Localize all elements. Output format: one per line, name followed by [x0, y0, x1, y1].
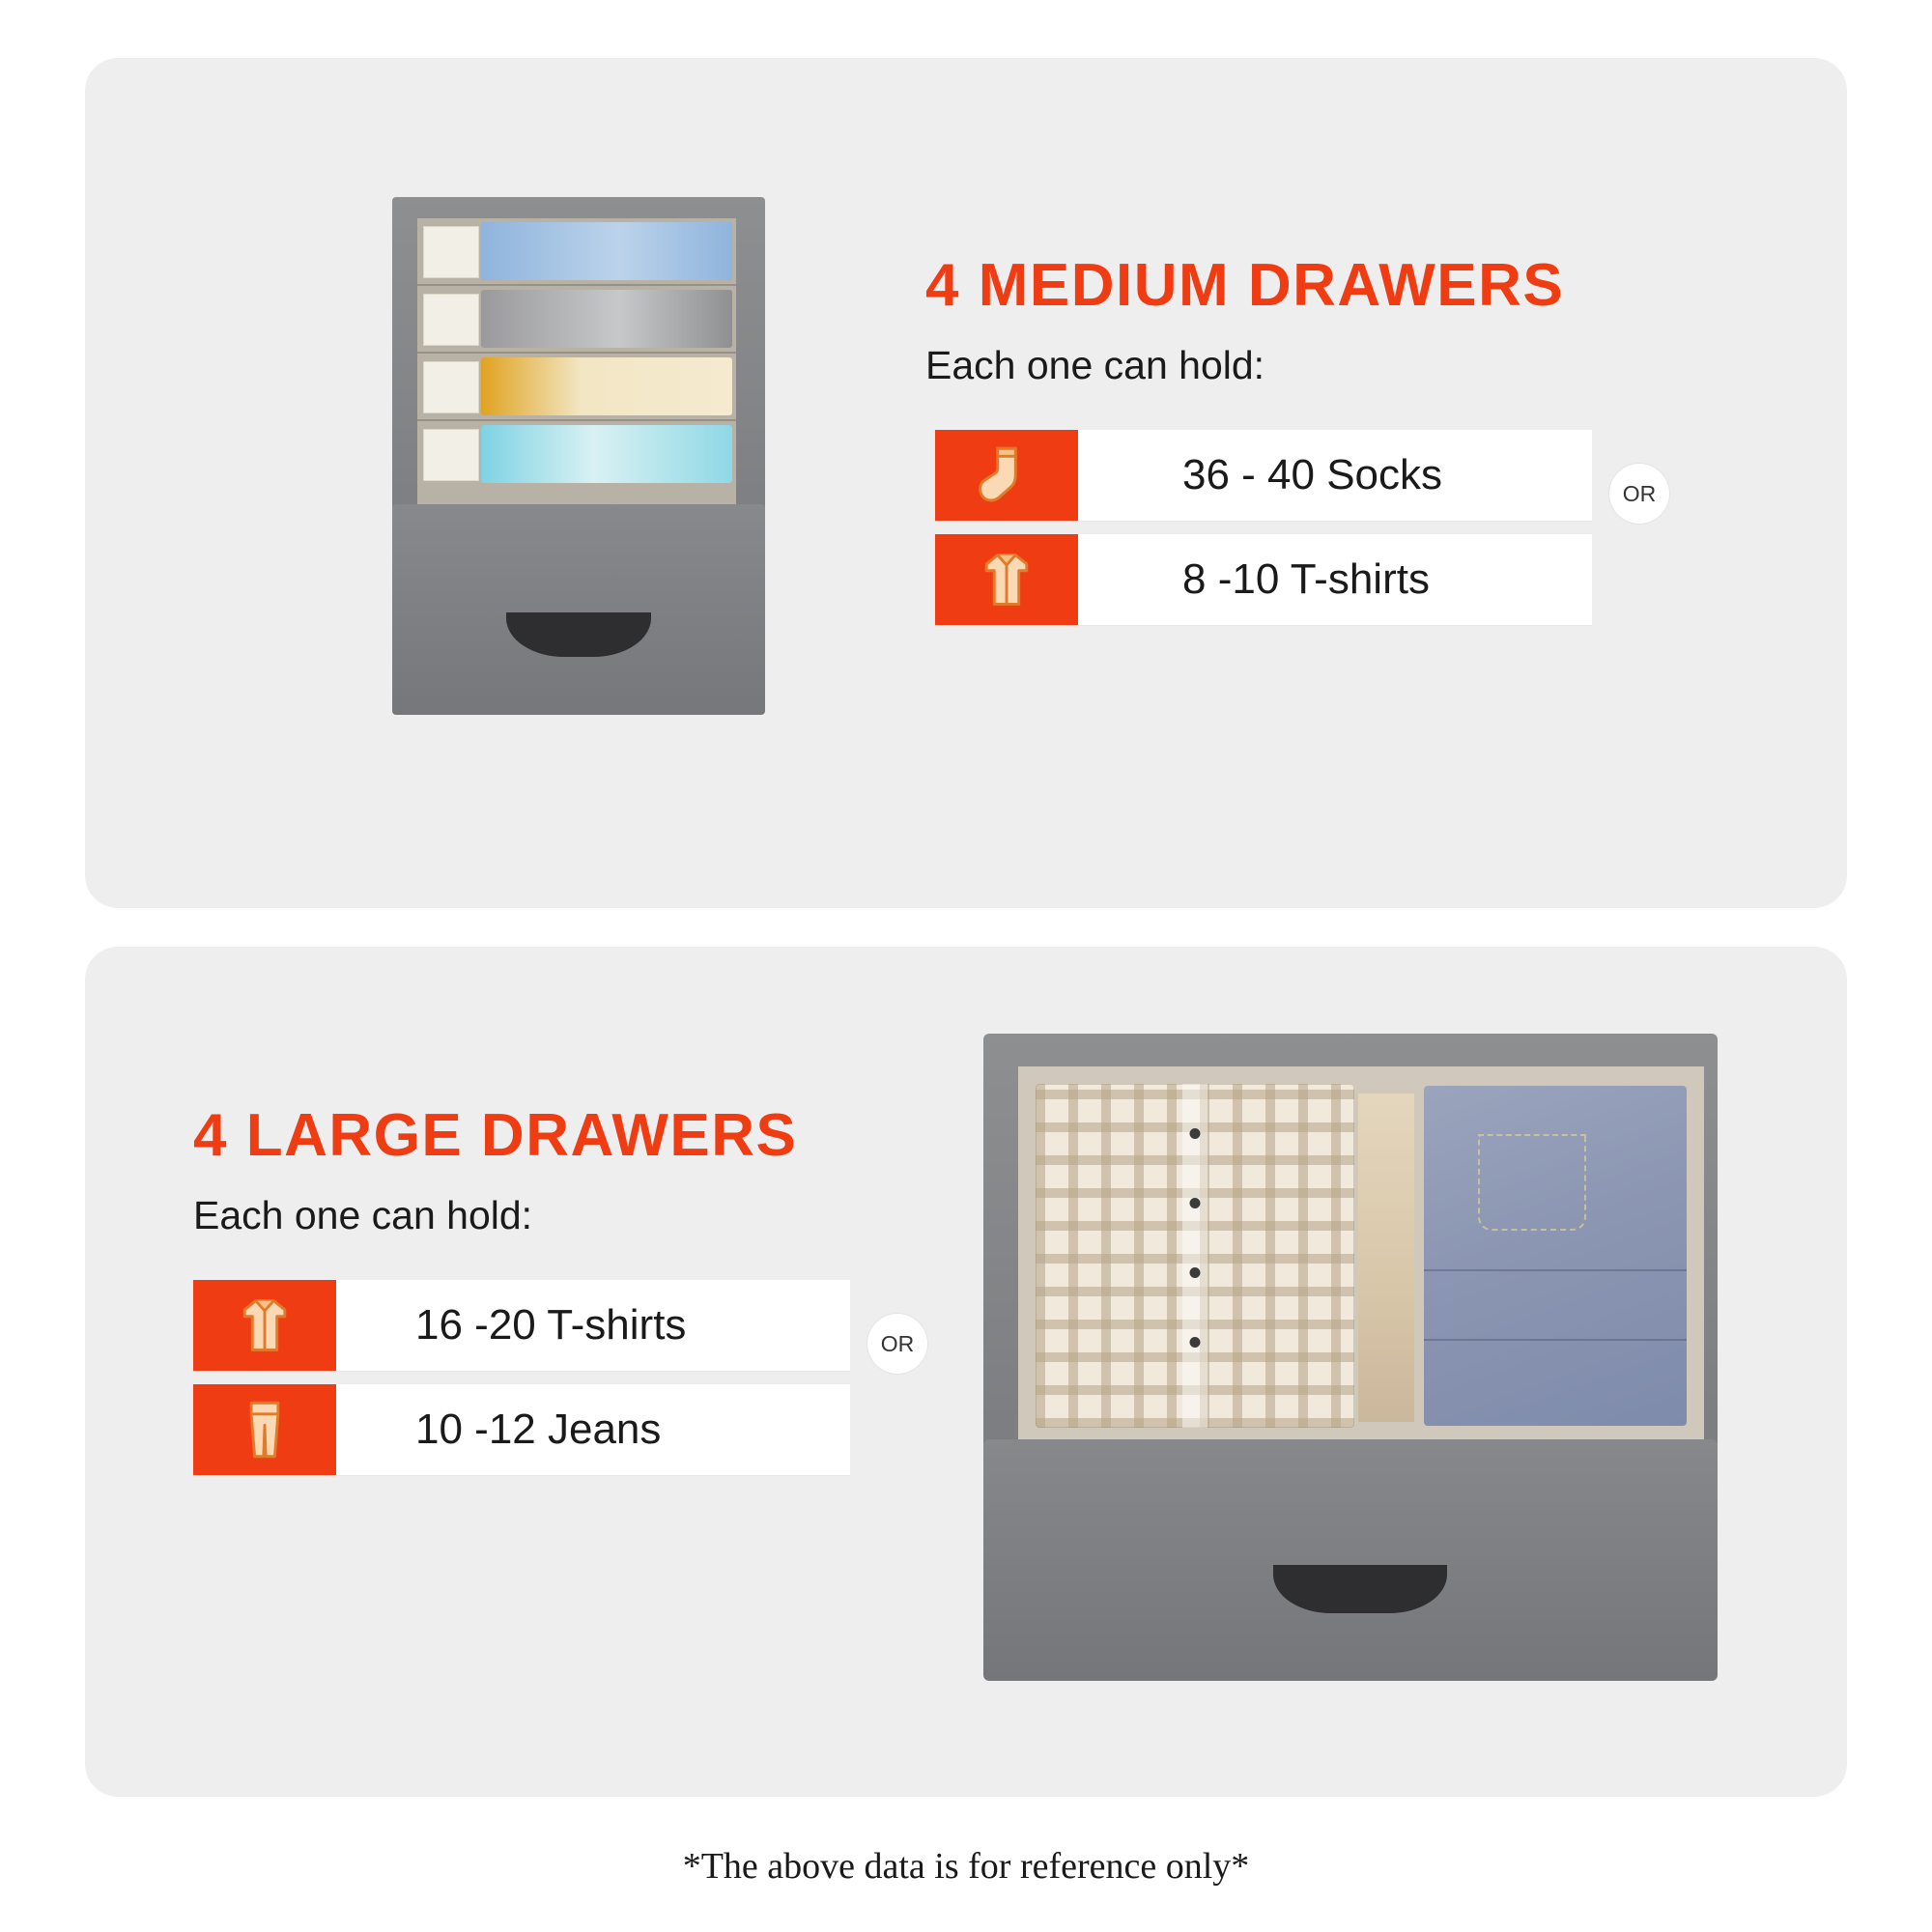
medium-section-subtitle: Each one can hold:	[925, 343, 1265, 387]
medium-drawer-photo	[375, 182, 781, 703]
sock-label-tag	[423, 294, 479, 346]
capacity-label-socks: 36 - 40 Socks	[1182, 451, 1443, 498]
sock-band	[481, 425, 732, 483]
capacity-label-tshirts: 16 -20 T-shirts	[415, 1301, 687, 1349]
capacity-row-socks	[935, 430, 1592, 521]
capacity-row-jeans	[193, 1384, 850, 1475]
drawer-handle	[1273, 1565, 1447, 1613]
jeans-icon	[193, 1384, 336, 1475]
medium-drawers-panel	[85, 58, 1847, 908]
or-badge: OR	[1609, 464, 1669, 524]
capacity-row-tshirts	[935, 534, 1592, 625]
sock-label-tag	[423, 226, 479, 278]
capacity-row-tshirts	[193, 1280, 850, 1371]
drawer-contents-socks	[417, 218, 736, 508]
shirt-button	[1190, 1337, 1201, 1348]
large-section-title: 4 LARGE DRAWERS	[193, 1102, 798, 1169]
medium-drawer-illustration	[392, 197, 765, 709]
shirt-button	[1190, 1198, 1201, 1208]
tshirt-icon	[935, 534, 1078, 625]
capacity-label-tshirts: 8 -10 T-shirts	[1182, 555, 1430, 603]
sock-band	[481, 222, 732, 280]
large-capacity-list	[193, 1280, 850, 1489]
folded-beige-garment	[1358, 1094, 1414, 1422]
large-section-subtitle: Each one can hold:	[193, 1193, 533, 1237]
sock-item	[417, 421, 736, 487]
medium-section-title: 4 MEDIUM DRAWERS	[925, 252, 1565, 319]
footnote: *The above data is for reference only*	[682, 1846, 1250, 1887]
jeans-seam	[1424, 1339, 1687, 1341]
sock-item	[417, 286, 736, 354]
drawer-contents-clothes	[1018, 1066, 1704, 1443]
drawer-handle	[506, 612, 651, 657]
large-drawer-photo	[974, 1024, 1737, 1690]
tshirt-icon	[193, 1280, 336, 1371]
sock-band	[481, 290, 732, 348]
drawer-box-front	[983, 1439, 1718, 1681]
shirt-button	[1190, 1128, 1201, 1139]
large-drawer-illustration	[974, 1024, 1737, 1690]
folded-plaid-shirt	[1036, 1084, 1354, 1428]
capacity-label-jeans: 10 -12 Jeans	[415, 1406, 662, 1453]
jeans-seam	[1424, 1269, 1687, 1271]
medium-capacity-list	[935, 430, 1592, 639]
sock-item	[417, 354, 736, 421]
or-badge: OR	[867, 1314, 927, 1374]
drawer-box-back	[392, 197, 765, 516]
drawer-box-back	[983, 1034, 1718, 1449]
sock-label-tag	[423, 361, 479, 413]
folded-jeans	[1424, 1086, 1687, 1426]
sock-band	[481, 357, 732, 415]
shirt-button	[1190, 1267, 1201, 1278]
sock-item	[417, 218, 736, 286]
large-drawers-panel	[85, 947, 1847, 1797]
sock-icon	[935, 430, 1078, 521]
jeans-pocket	[1478, 1134, 1586, 1231]
drawer-box-front	[392, 504, 765, 715]
sock-label-tag	[423, 429, 479, 481]
